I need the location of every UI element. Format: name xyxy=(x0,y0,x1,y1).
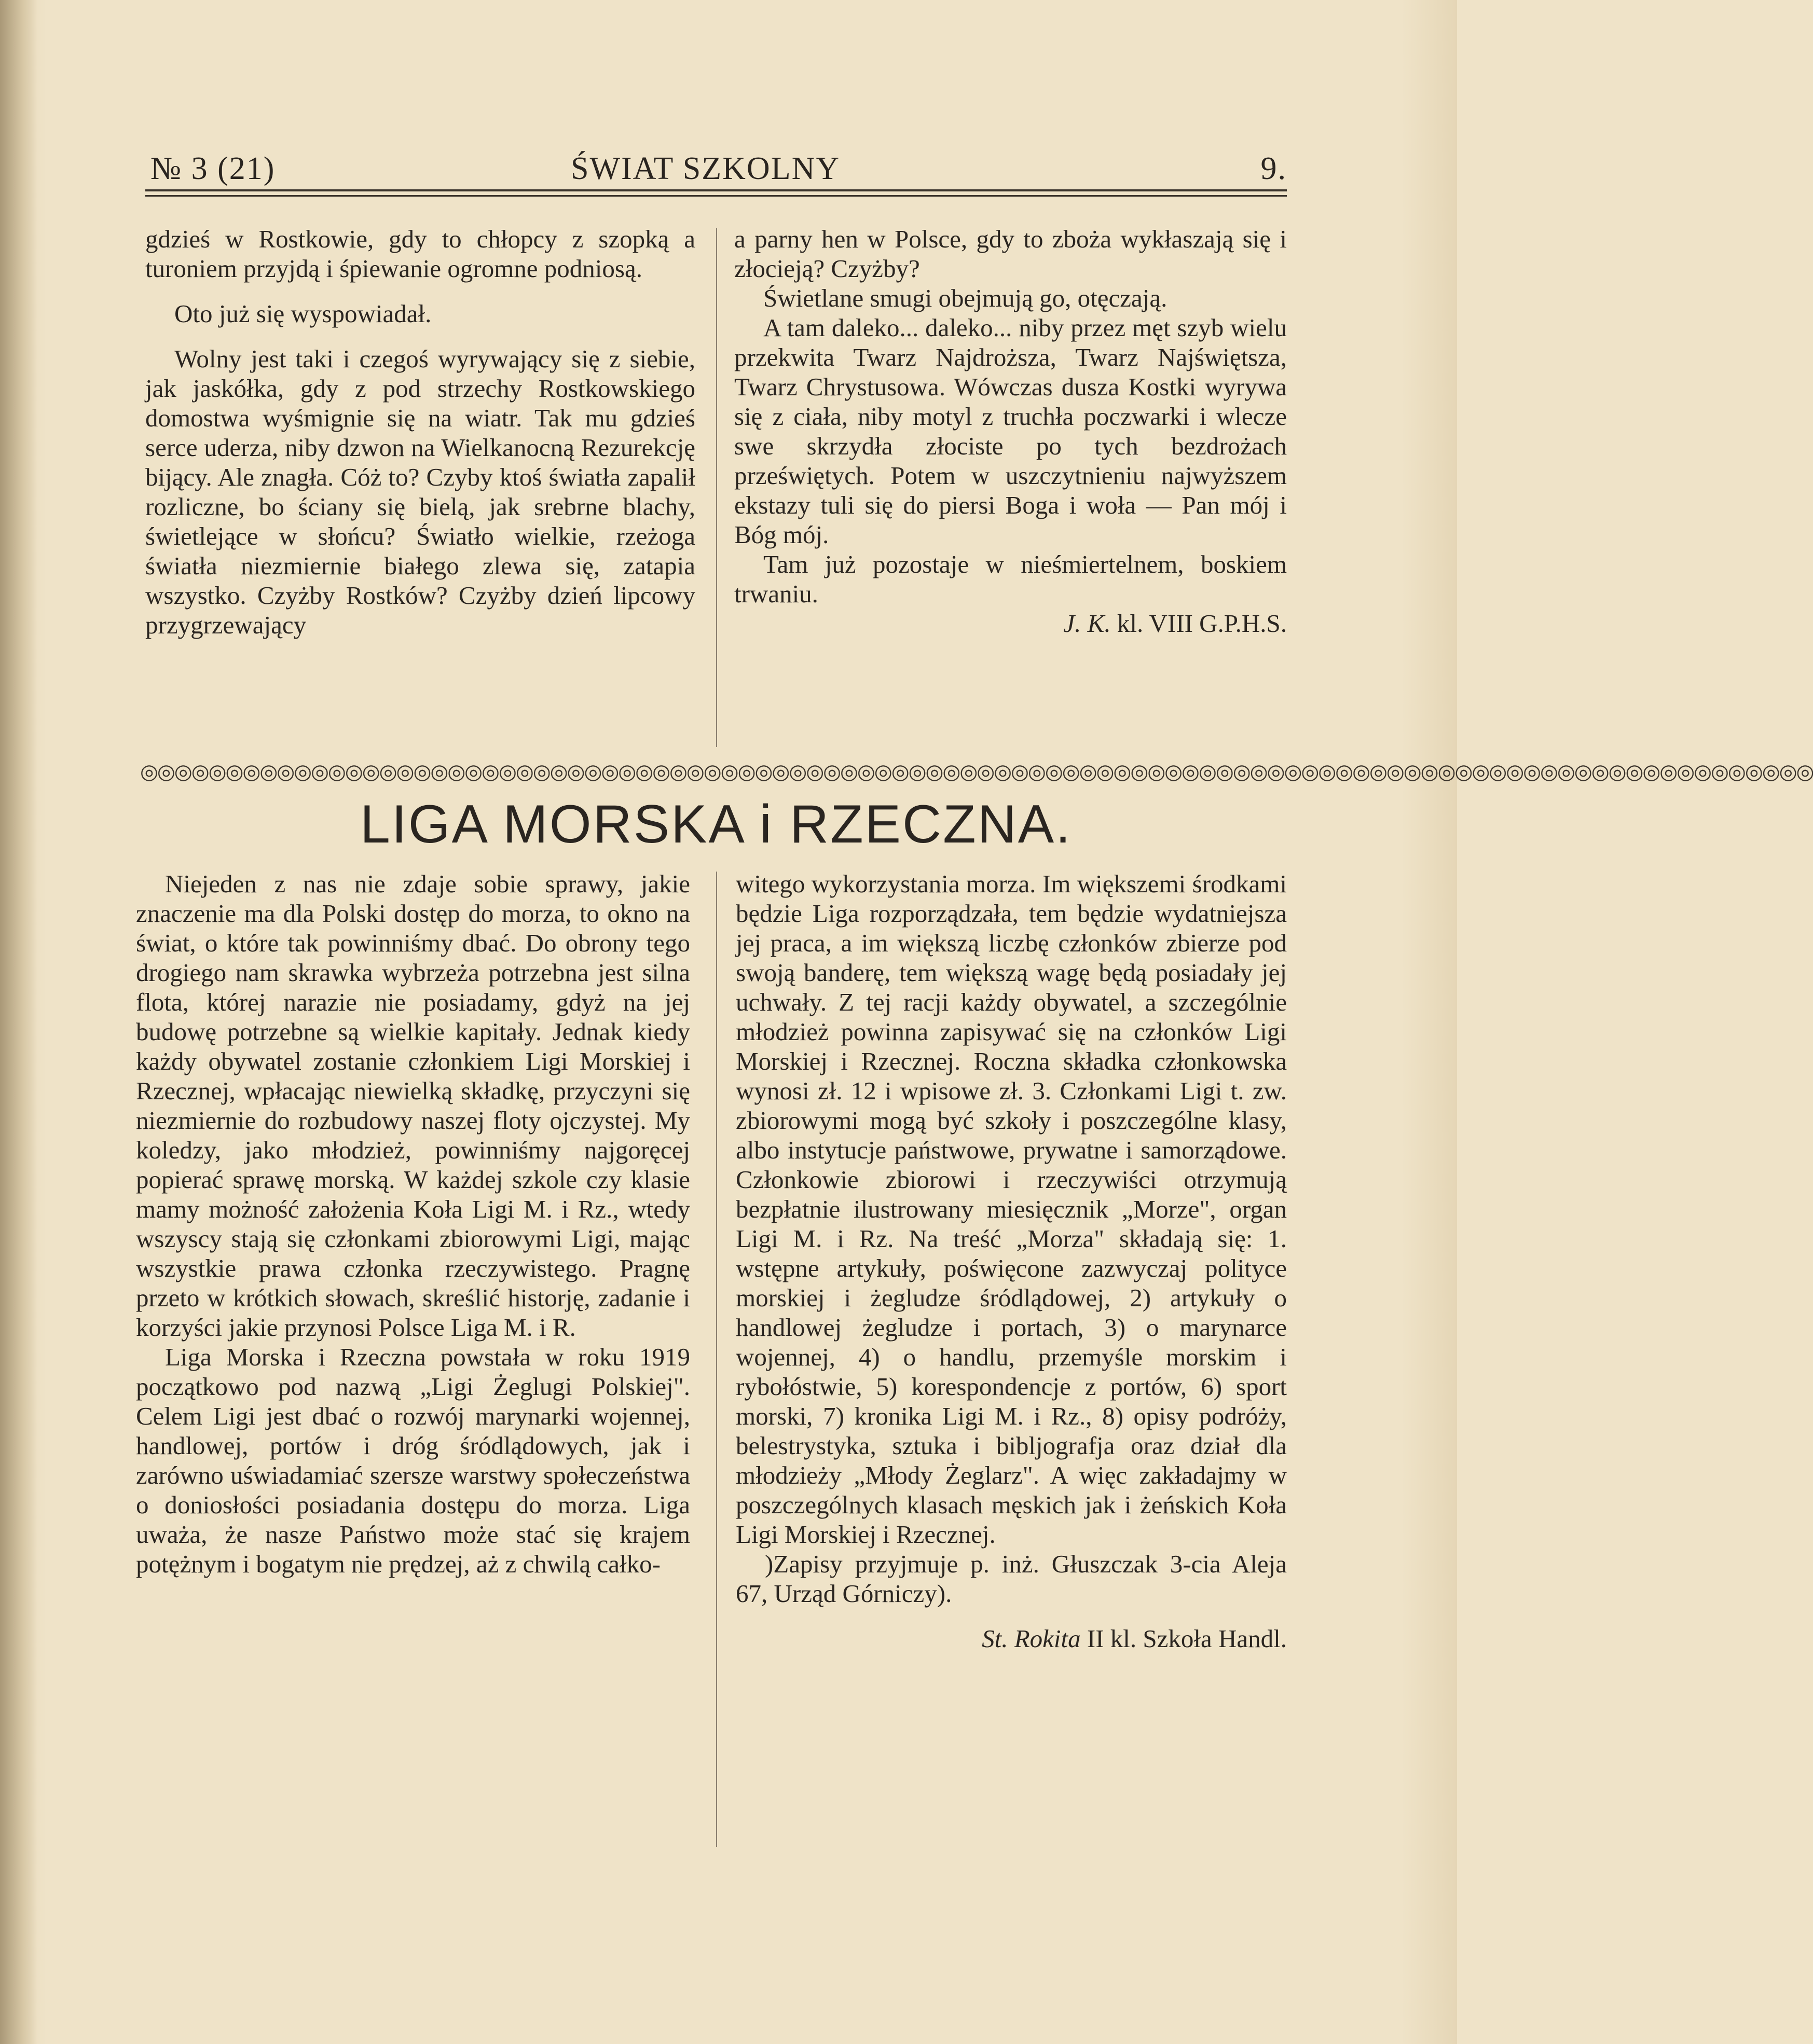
article1-left-column xyxy=(145,224,695,640)
paragraph: Oto już się wyspowiadał. xyxy=(174,299,432,328)
header-rule-bottom xyxy=(145,195,1287,197)
paragraph: )Zapisy przyjmuje p. inż. Głuszczak 3-cia Aleja 67, Urząd Górniczy). xyxy=(736,1550,1287,1608)
author-class: kl. VIII G.P.H.S. xyxy=(1117,609,1287,638)
author-class: II kl. Szkoła Handl. xyxy=(1087,1624,1287,1653)
column-divider xyxy=(716,872,717,1847)
paragraph: Świetlane smugi obejmują go, otęczają. xyxy=(763,284,1168,312)
article1-signature xyxy=(734,609,1287,638)
author-name: St. Rokita xyxy=(982,1624,1081,1653)
header-rule-top xyxy=(145,189,1287,191)
issue-number: № 3 (21) xyxy=(150,151,276,186)
paragraph: Liga Morska i Rzeczna powstała w roku 1919 początkowo pod nazwą „Ligi Żeglugi Polskiej". Celem Ligi jest dbać o rozwój marynarki wojennej, handlowej, portów i dróg śródlądowych, jak i zarówno uświadamiać szersze warstwy społeczeństwa o doniosłości posiadania dostępu do morza. Liga uważa, że nasze Państwo może stać się krajem potężnym i bogatym nie prędzej, aż z chwilą całko- xyxy=(136,1343,690,1578)
page-number: 9. xyxy=(1260,151,1287,186)
column-divider xyxy=(716,228,717,747)
article2-left-column xyxy=(136,869,690,1579)
paragraph: A tam daleko... daleko... niby przez męt szyb wielu przekwita Twarz Najdroższa, Twarz Najświętsza, Twarz Chrystusowa. Wówczas dusza Kostki wyrywa się z ciała, niby motyl z truchła poczwarki i wlecze swe skrzydła złociste po tych bezdrożach przeświętych. Potem w uszczytnieniu najwyższem ekstazy tuli się do piersi Boga i woła — Pan mój i Bóg mój. xyxy=(734,313,1287,549)
ornamental-border: ◎◎◎◎◎◎◎◎◎◎◎◎◎◎◎◎◎◎◎◎◎◎◎◎◎◎◎◎◎◎◎◎◎◎◎◎◎◎◎◎◎◎◎◎◎◎◎◎◎◎◎◎◎◎◎◎◎◎◎◎◎◎◎◎◎◎◎◎◎◎◎◎◎◎◎◎◎◎◎◎◎◎◎◎◎◎◎◎◎◎◎◎◎◎◎◎◎◎ xyxy=(140,760,1813,784)
paragraph: gdzieś w Rostkowie, gdy to chłopcy z szopką a turoniem przyjdą i śpiewanie ogromne podniosą. xyxy=(145,225,695,283)
paragraph: Tam już pozostaje w nieśmiertelnem, boskiem trwaniu. xyxy=(734,550,1287,608)
binding-edge xyxy=(0,0,37,2044)
paragraph: Niejeden z nas nie zdaje sobie sprawy, jakie znaczenie ma dla Polski dostęp do morza, to okno na świat, o które tak powinniśmy dbać. Do obrony tego drogiego nam skrawka wybrzeża potrzebna jest silna flota, której narazie nie posiadamy, gdyż na jej budowę potrzebne są wielkie kapitały. Jednak kiedy każdy obywatel zostanie członkiem Ligi Morskiej i Rzecznej, wpłacając niewielką składkę, przyczyni się niezmiernie do rozbudowy naszej floty ojczystej. My koledzy, jako młodzież, powinniśmy najgoręcej popierać sprawę morską. W każdej szkole czy klasie mamy możność założenia Koła Ligi M. i Rz., wtedy wszyscy stają się członkami zbiorowymi Ligi, mając wszystkie prawa członka rzeczywistego. Pragnę przeto w krótkich słowach, skreślić historję, zadanie i korzyści jakie przynosi Polsce Liga M. i R. xyxy=(136,869,690,1342)
article2-title: LIGA MORSKA i RZECZNA. xyxy=(360,794,1073,854)
article2-signature xyxy=(736,1624,1287,1653)
paragraph: witego wykorzystania morza. Im większemi środkami będzie Liga rozporządzała, tem będzie wydatniejsza jej praca, a im większą liczbę członków zbierze pod swoją banderę, tem większą wagę będą posiadały jej uchwały. Z tej racji każdy obywatel, a szczególnie młodzież powinna zapisywać się na członków Ligi Morskiej i Rzecznej. Roczna składka członkowska wynosi zł. 12 i wpisowe zł. 3. Członkami Ligi t. zw. zbiorowymi mogą być szkoły i poszczególne klasy, albo instytucje państwowe, prywatne i samorządowe. Członkowie zbiorowi i rzeczywiści otrzymują bezpłatnie ilustrowany miesięcznik „Morze", organ Ligi M. i Rz. Na treść „Morza" składają się: 1. wstępne artykuły, poświęcone zazwyczaj polityce morskiej i żegludze śródlądowej, 2) artykuły o handlowej żegludze i portach, 3) o marynarce wojennej, 4) o handlu, przemyśle morskim i rybołóstwie, 5) korespondencje z portów, 6) sport morski, 7) kronika Ligi M. i Rz., 8) opisy podróży, belestrystyka, sztuka i bibljografja oraz dział dla młodzieży „Młody Żeglarz". A więc zakładajmy w poszczególnych klasach męskich jak i żeńskich Koła Ligi Morskiej i Rzecznej. xyxy=(736,869,1287,1549)
paragraph: a parny hen w Polsce, gdy to zboża wykłaszają się i złocieją? Czyżby? xyxy=(734,225,1287,283)
article2-right-column xyxy=(736,869,1287,1653)
article1-right-column xyxy=(734,224,1287,638)
author-initials: J. K. xyxy=(1063,609,1111,638)
paragraph: Wolny jest taki i czegoś wyrywający się z siebie, jak jaskółka, gdy z pod strzechy Rostkowskiego domostwa wyśmignie się na wiatr. Tak mu gdzieś serce uderza, niby dzwon na Wielkanocną Rezurekcję bijący. Ale znagła. Cóż to? Czyby ktoś światła zapalił rozliczne, bo ściany się bielą, jak srebrne blachy, świetlejące w słońcu? Światło wielkie, rzeżoga światła niezmiernie białego zlewa się, zatapia wszystko. Czyżby Rostków? Czyżby dzień lipcowy przygrzewający xyxy=(145,344,695,639)
journal-title: ŚWIAT SZKOLNY xyxy=(571,151,841,186)
